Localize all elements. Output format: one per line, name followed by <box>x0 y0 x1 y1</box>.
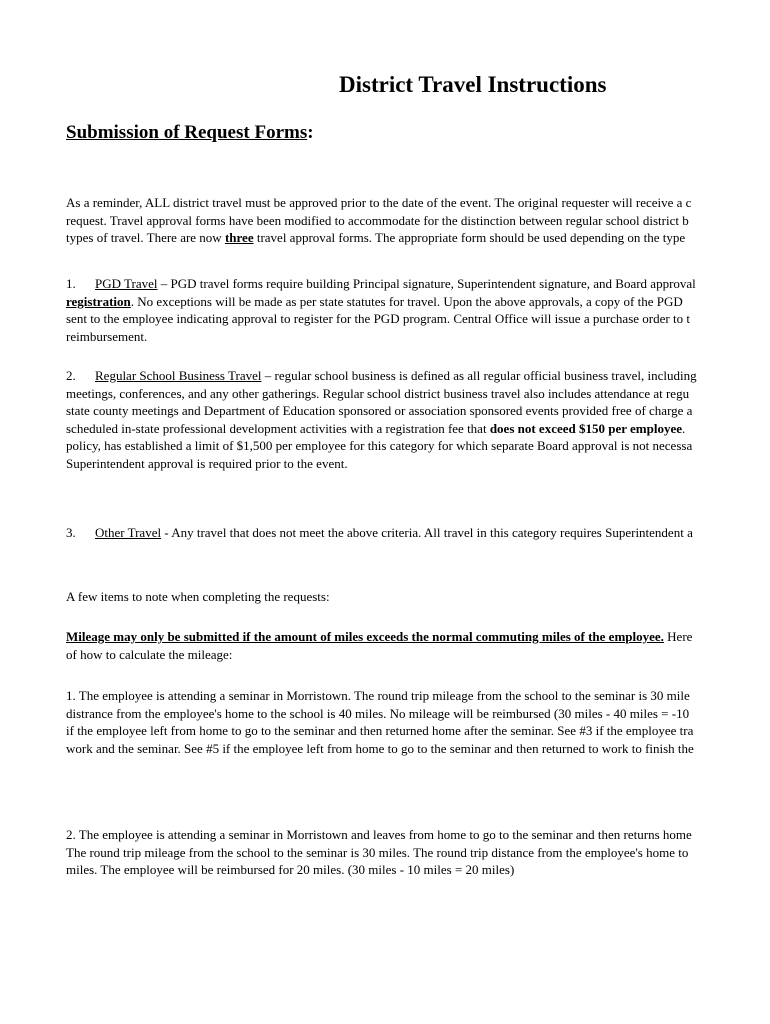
section-heading-colon: : <box>307 122 314 143</box>
item-2-line-4-b: . <box>682 420 686 436</box>
item-regular-business-travel <box>66 367 697 472</box>
item-3-number: 3. <box>66 525 76 540</box>
item-2-line-3: state county meetings and Department of Education sponsored or association sponsored events provided free of charge a <box>66 403 693 418</box>
fee-limit-emphasis: does not exceed $150 per employee <box>489 420 683 436</box>
intro-line-3 <box>66 229 691 247</box>
intro-line-3-b: travel approval forms. The appropriate form should be used depending on the type <box>253 230 686 245</box>
mileage-line-2: of how to calculate the mileage: <box>66 646 233 662</box>
registration-emphasis: registration <box>66 293 131 309</box>
intro-line-1: As a reminder, ALL district travel must be approved prior to the date of the event. The original requester will receive a c <box>66 195 692 210</box>
example-1-line-1: 1. The employee is attending a seminar in Morristown. The round trip mileage from the school to the seminar is 30 mile <box>66 688 690 703</box>
example-2-line-3: miles. The employee will be reimbursed for 20 miles. (30 miles - 10 miles = 20 miles) <box>66 862 515 877</box>
example-1-line-2: distrance from the employee's home to the school is 40 miles. No mileage will be reimbursed (30 miles - 40 miles = -10 <box>66 705 690 721</box>
three-emphasis: three <box>224 230 254 245</box>
other-travel-label: Other Travel <box>95 525 162 540</box>
example-1-line-3: if the employee left from home to go to the seminar and then returned home after the seminar. See #3 if the employee tra <box>66 723 694 738</box>
regular-travel-label: Regular School Business Travel <box>95 368 262 383</box>
mileage-rule <box>66 628 692 663</box>
item-other-travel <box>66 524 693 542</box>
page-title: District Travel Instructions <box>339 72 607 97</box>
notes-intro-line: A few items to note when completing the requests: <box>66 589 330 604</box>
item-1-number: 1. <box>66 276 76 291</box>
notes-intro <box>66 588 330 606</box>
item-2-line-2: meetings, conferences, and any other gatherings. Regular school district business travel also includes attendance at regu <box>66 385 690 401</box>
item-1-line-1-rest: – PGD travel forms require building Principal signature, Superintendent signature, and Board approval <box>157 276 696 291</box>
item-pgd-travel <box>66 275 696 345</box>
item-2-line-5: policy, has established a limit of $1,500 per employee for this category for which separate Board approval is not necessa <box>66 438 693 453</box>
item-1-line-4: reimbursement. <box>66 328 148 344</box>
item-2-line-1 <box>66 367 697 385</box>
item-2-line-6: Superintendent approval is required prior to the event. <box>66 455 348 471</box>
section-heading-text: Submission of Request Forms <box>66 122 308 143</box>
item-2-number: 2. <box>66 368 76 383</box>
item-2-line-4 <box>66 420 697 438</box>
example-1-line-4: work and the seminar. See #5 if the employee left from home to go to the seminar and then returned to work to finish the <box>66 740 694 756</box>
example-1 <box>66 687 694 757</box>
example-2-line-2: The round trip mileage from the school to the seminar is 30 miles. The round trip distance from the employee's home to <box>66 844 689 860</box>
item-1-line-3: sent to the employee indicating approval to register for the PGD program. Central Office will issue a purchase order to t <box>66 311 690 326</box>
example-2 <box>66 826 692 879</box>
mileage-line-1 <box>66 628 692 646</box>
example-2-line-1: 2. The employee is attending a seminar in Morristown and leaves from home to go to the seminar and then returns home <box>66 827 692 842</box>
item-1-line-2-rest: . No exceptions will be made as per state statutes for travel. Upon the above approvals, a copy of the PGD <box>130 293 683 309</box>
item-2-line-1-rest: – regular school business is defined as all regular official business travel, including <box>261 368 697 383</box>
intro-line-3-a: types of travel. There are now <box>66 230 225 245</box>
intro-line-2: request. Travel approval forms have been modified to accommodate for the distinction between regular school district b <box>66 212 689 228</box>
item-1-line-2 <box>66 293 696 311</box>
pgd-travel-label: PGD Travel <box>95 276 158 291</box>
item-3-line-1 <box>66 524 693 542</box>
mileage-line-1-rest: Here <box>663 629 693 644</box>
item-1-line-1 <box>66 275 696 293</box>
mileage-rule-emphasis: Mileage may only be submitted if the amount of miles exceeds the normal commuting miles of the employee. <box>66 629 664 644</box>
intro-paragraph <box>66 194 691 247</box>
item-2-line-4-a: scheduled in-state professional development activities with a registration fee that <box>66 420 490 436</box>
item-3-rest: - Any travel that does not meet the above criteria. All travel in this category requires Superintendent a <box>161 525 693 540</box>
section-heading <box>66 122 314 144</box>
